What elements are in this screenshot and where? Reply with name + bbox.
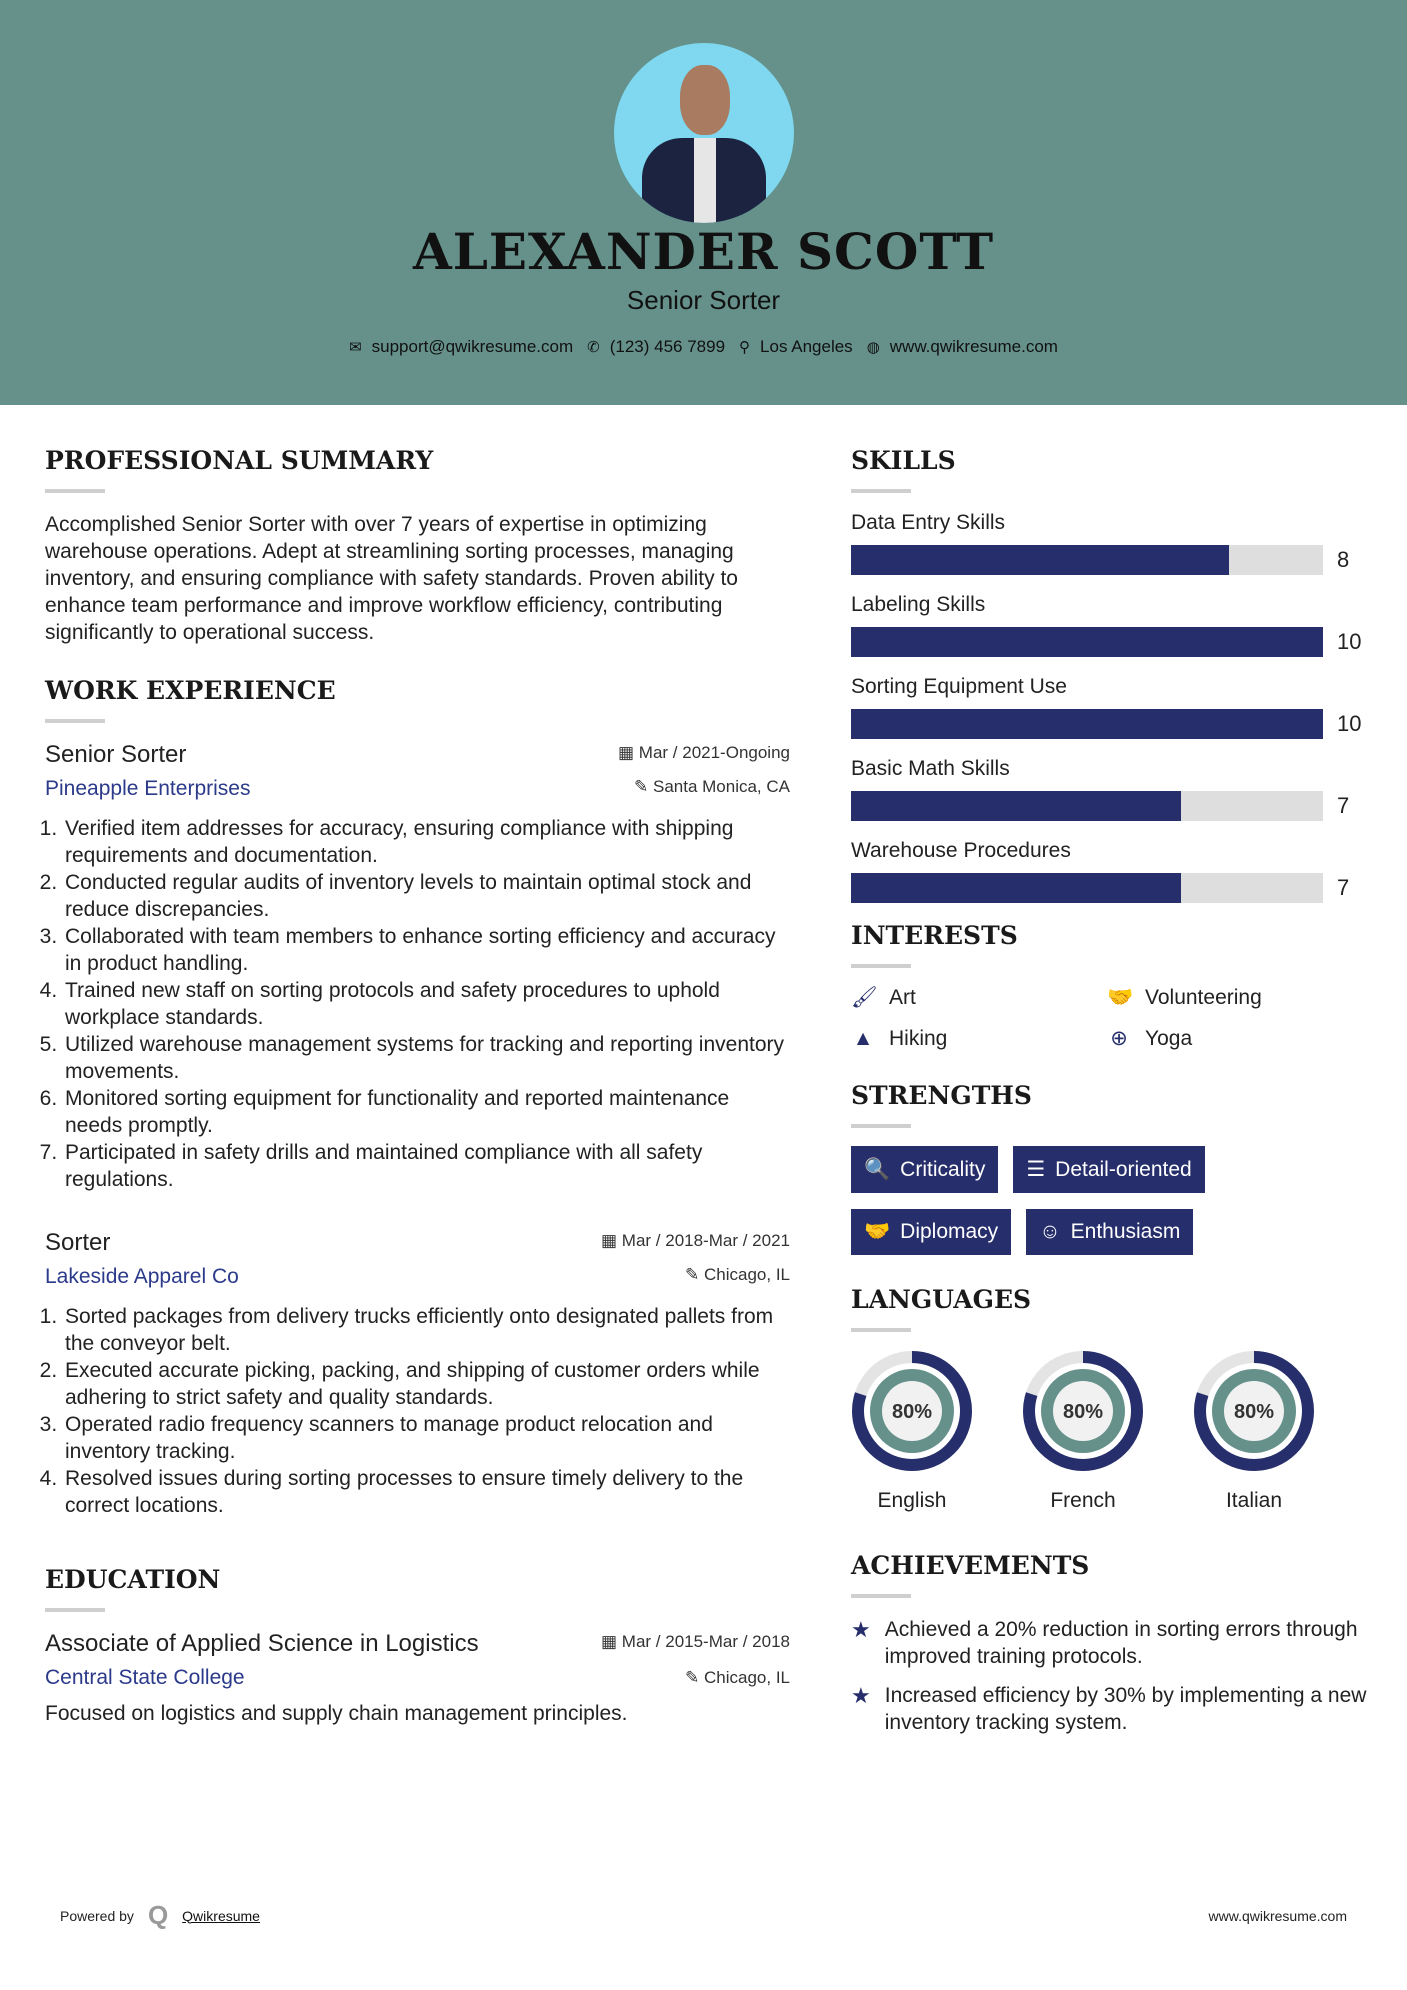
achievements-heading: ACHIEVEMENTS — [851, 1551, 1090, 1580]
list-item: 1. Sorted packages from delivery trucks efficiently onto designated pallets from the conveyor belt. — [63, 1303, 790, 1357]
interest-item — [851, 986, 1107, 1010]
skill-name: Labeling Skills — [851, 593, 986, 616]
degree: Associate of Applied Science in Logistics — [45, 1630, 479, 1657]
search-icon: 🔍 — [864, 1157, 891, 1181]
list-item: 5. Utilized warehouse management systems for tracking and reporting inventory movements. — [63, 1031, 790, 1085]
profile-photo — [614, 43, 794, 223]
interest-item — [1107, 1026, 1327, 1051]
contact-bar — [0, 337, 1407, 357]
language-item — [1022, 1350, 1144, 1513]
divider — [45, 489, 105, 493]
strength-label: Detail-oriented — [1055, 1157, 1192, 1181]
phone: (123) 456 7899 — [609, 337, 726, 356]
powered-by: Powered by — [60, 1907, 134, 1924]
responsibilities-list — [45, 1303, 790, 1519]
company: Pineapple Enterprises — [45, 777, 251, 800]
job-location: ✎ Chicago, IL — [685, 1265, 790, 1284]
strength-tag — [1026, 1209, 1193, 1255]
language-percent: 80% — [1233, 1401, 1275, 1423]
achievement-text: Achieved a 20% reduction in sorting errors through improved training protocols. — [884, 1618, 1358, 1668]
tree-icon: ▲ — [852, 1026, 874, 1050]
skill-value: 8 — [1337, 547, 1350, 572]
languages-heading: LANGUAGES — [851, 1285, 1032, 1314]
skill-bar — [851, 709, 1323, 739]
responsibilities-list — [45, 815, 790, 1193]
language-donut — [851, 1350, 973, 1472]
interest-item — [851, 1026, 1107, 1051]
list-item: 2. Executed accurate picking, packing, and shipping of customer orders while adhering to strict safety and quality standards. — [63, 1357, 790, 1411]
list-item: 3. Operated radio frequency scanners to manage product relocation and inventory tracking. — [63, 1411, 790, 1465]
list-item: 7. Participated in safety drills and maintained compliance with all safety regulations. — [63, 1139, 790, 1193]
language-item — [851, 1350, 973, 1513]
language-donut — [1022, 1350, 1144, 1472]
language-name: Italian — [1225, 1489, 1283, 1512]
divider — [45, 1608, 105, 1612]
language-percent: 80% — [1062, 1401, 1104, 1423]
job-title: Senior Sorter — [45, 741, 187, 768]
resume-header — [0, 0, 1407, 405]
experience-heading: WORK EXPERIENCE — [45, 676, 336, 705]
envelope-icon: ✉ — [349, 339, 362, 356]
smile-icon: ☺ — [1039, 1220, 1061, 1243]
language-name: French — [1050, 1489, 1116, 1512]
skill-bar-fill — [851, 873, 1181, 903]
job-entry — [45, 741, 790, 1193]
phone-icon: ✆ — [587, 339, 600, 356]
email[interactable]: support@qwikresume.com — [371, 337, 574, 356]
education-heading: EDUCATION — [45, 1565, 221, 1594]
handshake-icon: 🤝 — [864, 1220, 891, 1243]
candidate-title: Senior Sorter — [626, 285, 781, 315]
summary-heading: PROFESSIONAL SUMMARY — [45, 446, 434, 475]
interest-label: Volunteering — [1145, 986, 1262, 1009]
skill-item — [851, 593, 1371, 657]
skill-value: 7 — [1337, 793, 1350, 818]
skill-bar — [851, 545, 1323, 575]
achievement-text: Increased efficiency by 30% by implementing a new inventory tracking system. — [884, 1684, 1367, 1734]
language-donut — [1193, 1350, 1315, 1472]
handshake-icon: 🤝 — [1107, 986, 1134, 1009]
star-icon: ★ — [851, 1617, 871, 1642]
skill-bar-fill — [851, 791, 1181, 821]
interests-heading: INTERESTS — [851, 921, 1018, 950]
job-date: ▦ Mar / 2018-Mar / 2021 — [601, 1231, 790, 1250]
skill-item — [851, 757, 1371, 821]
strength-label: Criticality — [900, 1157, 986, 1181]
right-column — [851, 446, 1371, 1748]
skill-item — [851, 839, 1371, 903]
skill-name: Basic Math Skills — [851, 757, 1010, 780]
footer — [60, 1900, 1347, 1931]
education-location: ✎ Chicago, IL — [685, 1668, 790, 1687]
interest-label: Hiking — [889, 1026, 948, 1050]
education-date: ▦ Mar / 2015-Mar / 2018 — [601, 1632, 790, 1651]
achievement-item — [851, 1616, 1371, 1670]
job-date: ▦ Mar / 2021-Ongoing — [618, 743, 790, 762]
list-item: 4. Resolved issues during sorting processes to ensure timely delivery to the correct locations. — [63, 1465, 790, 1519]
left-column — [45, 446, 790, 1727]
skill-item — [851, 511, 1371, 575]
strength-tag — [851, 1146, 998, 1193]
skill-name: Sorting Equipment Use — [851, 675, 1067, 698]
list-item: 2. Conducted regular audits of inventory levels to maintain optimal stock and reduce discrepancies. — [63, 869, 790, 923]
map-pin-icon: ⚲ — [739, 339, 751, 356]
divider — [851, 1328, 911, 1332]
skill-bar — [851, 627, 1323, 657]
summary-text: Accomplished Senior Sorter with over 7 years of expertise in optimizing warehouse operations. Adept at streamlining sorting processes, managing inventory, and ensuring compliance with safety standards. Proven ability to enhance team performance and improve workflow efficiency, contributing significantly to operational success. — [45, 513, 738, 644]
job-entry — [45, 1229, 790, 1519]
company: Lakeside Apparel Co — [45, 1265, 239, 1288]
star-icon: ★ — [851, 1683, 871, 1708]
skill-bar — [851, 791, 1323, 821]
strength-tag — [1013, 1146, 1204, 1193]
qwikresume-logo-icon: Q — [147, 1900, 169, 1930]
strength-tag — [851, 1209, 1011, 1255]
skill-bar — [851, 873, 1323, 903]
list-item: 6. Monitored sorting equipment for functionality and reported maintenance needs promptly. — [63, 1085, 790, 1139]
brand-link[interactable]: Qwikresume — [182, 1907, 260, 1924]
interest-label: Yoga — [1145, 1026, 1193, 1050]
strength-label: Diplomacy — [900, 1220, 999, 1243]
skill-value: 7 — [1337, 875, 1350, 900]
candidate-name: ALEXANDER SCOTT — [412, 222, 995, 281]
skill-name: Warehouse Procedures — [851, 839, 1071, 862]
achievement-item — [851, 1682, 1371, 1736]
divider — [45, 719, 105, 723]
school: Central State College — [45, 1666, 245, 1689]
language-name: English — [877, 1489, 947, 1512]
divider — [851, 1124, 911, 1128]
list-item: 1. Verified item addresses for accuracy, ensuring compliance with shipping requirements and documentation. — [63, 815, 790, 869]
skills-heading: SKILLS — [851, 446, 956, 475]
strengths-heading: STRENGTHS — [851, 1081, 1032, 1110]
footer-url[interactable]: www.qwikresume.com — [1208, 1907, 1347, 1924]
website[interactable]: www.qwikresume.com — [889, 337, 1058, 356]
list-icon: ☰ — [1026, 1158, 1046, 1181]
divider — [851, 489, 911, 493]
interest-label: Art — [889, 986, 916, 1009]
divider — [851, 964, 911, 968]
skill-value: 10 — [1337, 711, 1362, 736]
interest-item — [1107, 986, 1327, 1010]
job-location: ✎ Santa Monica, CA — [634, 777, 790, 796]
lifebuoy-icon: ⊕ — [1110, 1027, 1128, 1050]
skill-bar-fill — [851, 545, 1229, 575]
education-entry — [45, 1630, 790, 1727]
job-title: Sorter — [45, 1229, 111, 1256]
skill-value: 10 — [1337, 629, 1362, 654]
location: Los Angeles — [760, 337, 853, 356]
list-item: 3. Collaborated with team members to enhance sorting efficiency and accuracy in product handling. — [63, 923, 790, 977]
list-item: 4. Trained new staff on sorting protocols and safety procedures to uphold workplace standards. — [63, 977, 790, 1031]
skill-item — [851, 675, 1371, 739]
strength-label: Enthusiasm — [1070, 1220, 1181, 1243]
skill-name: Data Entry Skills — [851, 511, 1006, 534]
divider — [851, 1594, 911, 1598]
globe-icon: ◍ — [866, 339, 880, 356]
language-item — [1193, 1350, 1315, 1513]
skill-bar-fill — [851, 709, 1323, 739]
paintbrush-icon: 🖌 — [851, 986, 878, 1009]
education-text: Focused on logistics and supply chain management principles. — [45, 1702, 628, 1725]
language-percent: 80% — [891, 1401, 933, 1423]
skill-bar-fill — [851, 627, 1323, 657]
